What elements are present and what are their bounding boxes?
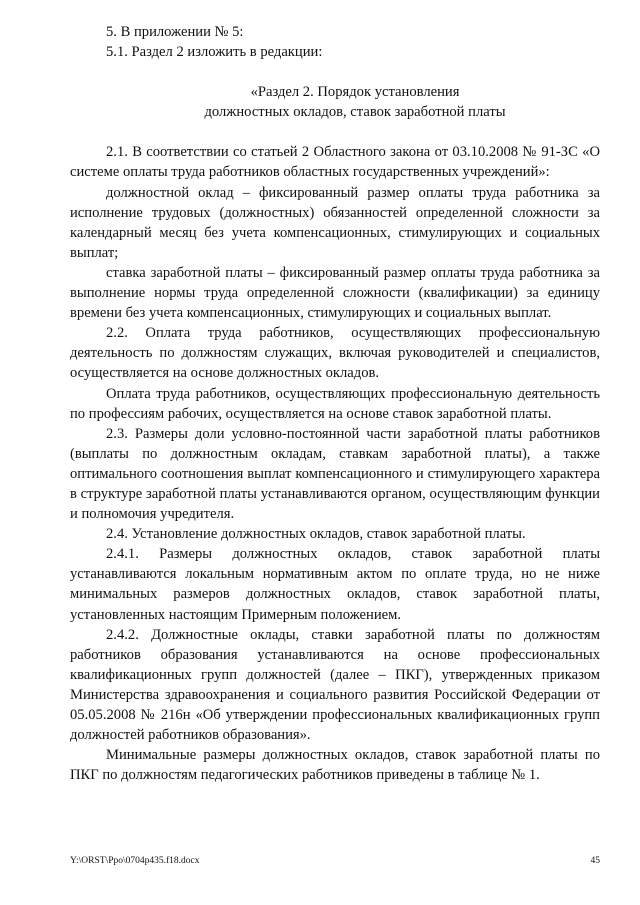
page-footer [70, 855, 600, 867]
paragraph-2-2: 2.2. Оплата труда работников, осуществляющих профессиональную деятельность по должностям служащих, включая руководителей и специалистов, осуществляется на основе должностных окладов. [70, 325, 600, 382]
definition-rate: ставка заработной платы – фиксированный размер оплаты труда работника за выполнение нормы труда определенной сложности (квалификации) за единицу времени без учета компенсационных, стимулирующих и социальных выплат. [70, 264, 600, 322]
paragraph-2-4-2: 2.4.2. Должностные оклады, ставки заработной платы по должностям работников образования устанавливаются на основе профессиональных квалификационных групп должностей (далее – ПКГ), утвержденных приказом Министерства здравоохранения и социального развития Российской Федерации от 05.05.2008 № 216н «Об утверждении профессиональных квалификационных групп должностей работников образования». [70, 626, 600, 744]
document-page [70, 22, 600, 785]
section-title [70, 82, 600, 122]
section-title-line-1: «Раздел 2. Порядок установления [250, 84, 460, 101]
intro-item-5-1: 5.1. Раздел 2 изложить в редакции: [106, 44, 323, 61]
paragraph-minimum-sizes: Минимальные размеры должностных окладов, ставок заработной платы по ПКГ по должностям педагогических работников приведены в таблице № 1. [70, 747, 600, 784]
paragraph-2-4: 2.4. Установление должностных окладов, ставок заработной платы. [106, 526, 526, 543]
paragraph-2-3: 2.3. Размеры доли условно-постоянной части заработной платы работников (выплаты по должностным окладам, ставкам заработной платы), а также оптимального соотношения выплат компенсационного и стимулирующего характера в структуре заработной платы устанавливаются органом, осуществляющим функции и полномочия учредителя. [70, 425, 600, 523]
paragraph-2-4-1: 2.4.1. Размеры должностных окладов, ставок заработной платы устанавливаются локальным нормативным актом по оплате труда, но не ниже минимальных размеров должностных окладов, ставок заработной платы, установленных настоящим Примерным положением. [70, 546, 600, 623]
section-title-line-2: должностных окладов, ставок заработной платы [204, 104, 506, 121]
paragraph-2-2-workers: Оплата труда работников, осуществляющих профессиональную деятельность по профессиям рабочих, осуществляется на основе ставок заработной платы. [70, 385, 600, 422]
paragraph-2-1: 2.1. В соответствии со статьей 2 Областного закона от 03.10.2008 № 91-ЗС «О системе оплаты труда работников областных государственных учреждений»: [70, 144, 600, 181]
intro-item-5: 5. В приложении № 5: [106, 24, 244, 40]
footer-page-number: 45 [590, 856, 600, 866]
footer-file-path: Y:\ORST\Ppo\0704p435.f18.docx [70, 856, 200, 866]
definition-salary: должностной оклад – фиксированный размер оплаты труда работника за исполнение трудовых (должностных) обязанностей определенной сложности за календарный месяц без учета компенсационных, стимулирующих и социальных выплат; [70, 184, 600, 261]
